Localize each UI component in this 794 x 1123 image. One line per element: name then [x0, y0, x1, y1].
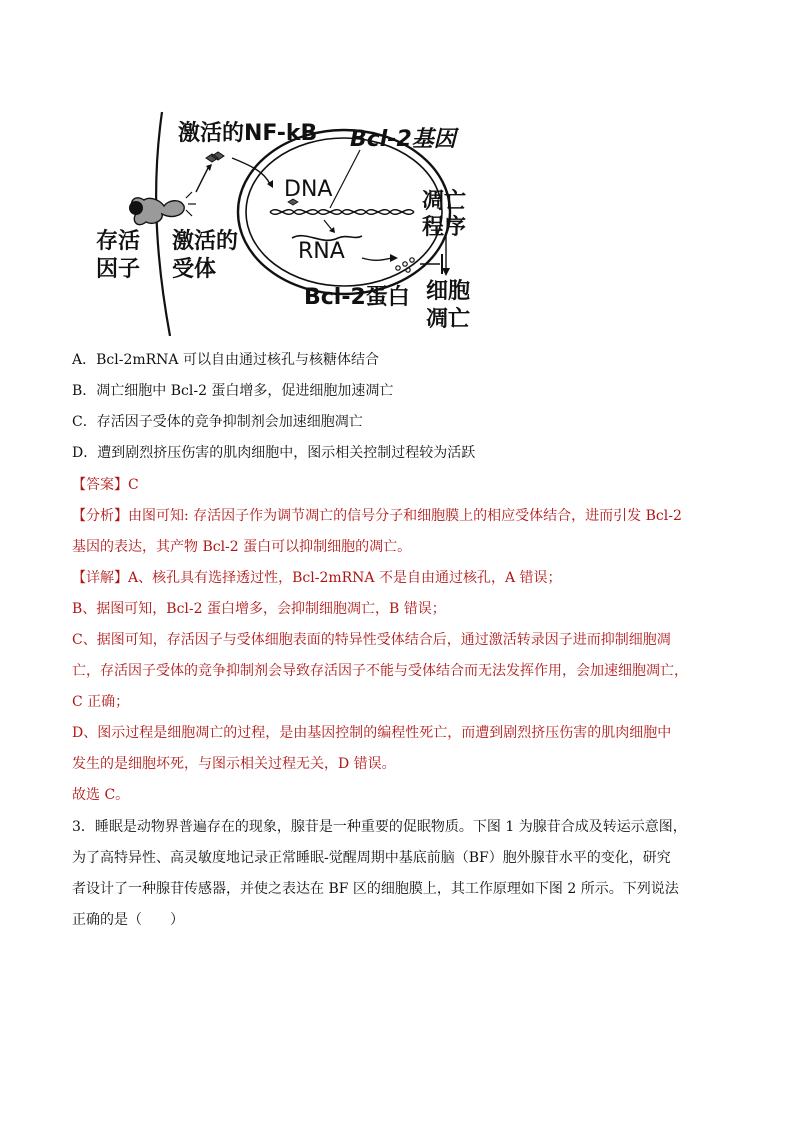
option-d: D．遭到剧烈挤压伤害的肌肉细胞中，图示相关控制过程较为活跃: [72, 445, 476, 461]
gene-pointer-line: [330, 150, 360, 208]
question3-line-1: 3．睡眠是动物界普遍存在的现象，腺苷是一种重要的促眠物质。下图 1 为腺苷合成及转运示意图，: [72, 819, 687, 835]
figure-diagram: [92, 108, 482, 336]
label-cell-death-2: 凋亡: [426, 307, 471, 332]
detail-line-a: [72, 568, 754, 588]
label-apoptosis-program-2: 程序: [422, 215, 467, 240]
detail-text-a: A、核孔具有选择透过性，Bcl-2mRNA 不是自由通过核孔，A 错误；: [128, 570, 562, 586]
question3-line-3: 者设计了一种腺苷传感器，并使之表达在 BF 区的细胞膜上，其工作原理如下图 2 所示。下列说法: [72, 881, 679, 897]
nucleus-outer: [238, 130, 450, 294]
analysis-tag: 【分析】: [72, 508, 128, 524]
option-b: B．凋亡细胞中 Bcl-2 蛋白增多，促进细胞加速凋亡: [72, 383, 394, 399]
label-nfkb: 激活的NF-kB: [178, 121, 318, 146]
label-apoptosis-program-1: 凋亡: [422, 189, 467, 214]
detail-text-b: B、据图可知，Bcl-2 蛋白增多，会抑制细胞凋亡，B 错误；: [72, 601, 446, 617]
label-cell-death-1: 细胞: [426, 279, 471, 304]
question3-line-4: 正确的是（ ）: [72, 912, 184, 928]
survival-factor-ball: [129, 201, 143, 215]
option-c: C．存活因子受体的竞争抑制剂会加速细胞凋亡: [72, 414, 363, 430]
detail-text-c3: C 正确；: [72, 694, 130, 710]
answer-value: C: [128, 477, 139, 493]
detail-text-c1: C、据图可知，存活因子与受体细胞表面的特异性受体结合后，通过激活转录因子进而抑制细胞凋: [72, 632, 671, 648]
bcl2-apoptosis-figure: [92, 108, 482, 336]
detail-text-c2: 亡，存活因子受体的竞争抑制剂会导致存活因子不能与受体结合而无法发挥作用，会加速细胞凋亡，: [72, 663, 688, 679]
activation-burst-icon: [186, 192, 196, 216]
label-survival-factor-2: 因子: [96, 257, 141, 282]
answer-line: [72, 475, 754, 495]
label-dna: DNA: [284, 177, 333, 202]
detail-text-d2: 发生的是细胞坏死，与图示相关过程无关，D 错误。: [72, 756, 396, 772]
label-survival-factor-1: 存活: [96, 229, 141, 254]
arrow-head-protein: [390, 254, 398, 262]
label-activated-receptor-1: 激活的: [172, 229, 239, 254]
label-bcl2-gene: Bcl-2基因: [350, 127, 456, 152]
question3-line-2: 为了高特异性、高灵敏度地记录正常睡眠-觉醒周期中基底前脑（BF）胞外腺苷水平的变化，研究: [72, 850, 671, 866]
cell-membrane-line: [156, 112, 170, 336]
arrow-head-death: [442, 268, 450, 276]
analysis-text-2: 基因的表达，其产物 Bcl-2 蛋白可以抑制细胞的凋亡。: [72, 539, 412, 555]
nfkb-molecule-icon: [206, 152, 224, 162]
analysis-line-1: [72, 506, 754, 526]
label-activated-receptor-2: 受体: [172, 257, 217, 282]
answer-tag: 【答案】: [72, 477, 128, 493]
conclusion: 故选 C。: [72, 787, 130, 803]
label-rna: RNA: [298, 239, 345, 264]
dna-helix-icon: [270, 210, 414, 215]
option-a: A．Bcl-2mRNA 可以自由通过核孔与核糖体结合: [72, 352, 379, 368]
analysis-text-1: 由图可知: 存活因子作为调节凋亡的信号分子和细胞膜上的相应受体结合，进而引发 Bcl-2: [128, 508, 682, 524]
label-bcl2-protein: Bcl-2蛋白: [304, 285, 410, 310]
detail-text-d1: D、图示过程是细胞凋亡的过程，是由基因控制的编程性死亡，而遭到剧烈挤压伤害的肌肉细胞中: [72, 725, 672, 741]
arrow-rna-to-protein: [362, 258, 392, 260]
arrow-dna-to-rna: [324, 220, 332, 230]
arrow-to-nfkb: [196, 168, 208, 192]
detail-tag: 【详解】: [72, 570, 128, 586]
